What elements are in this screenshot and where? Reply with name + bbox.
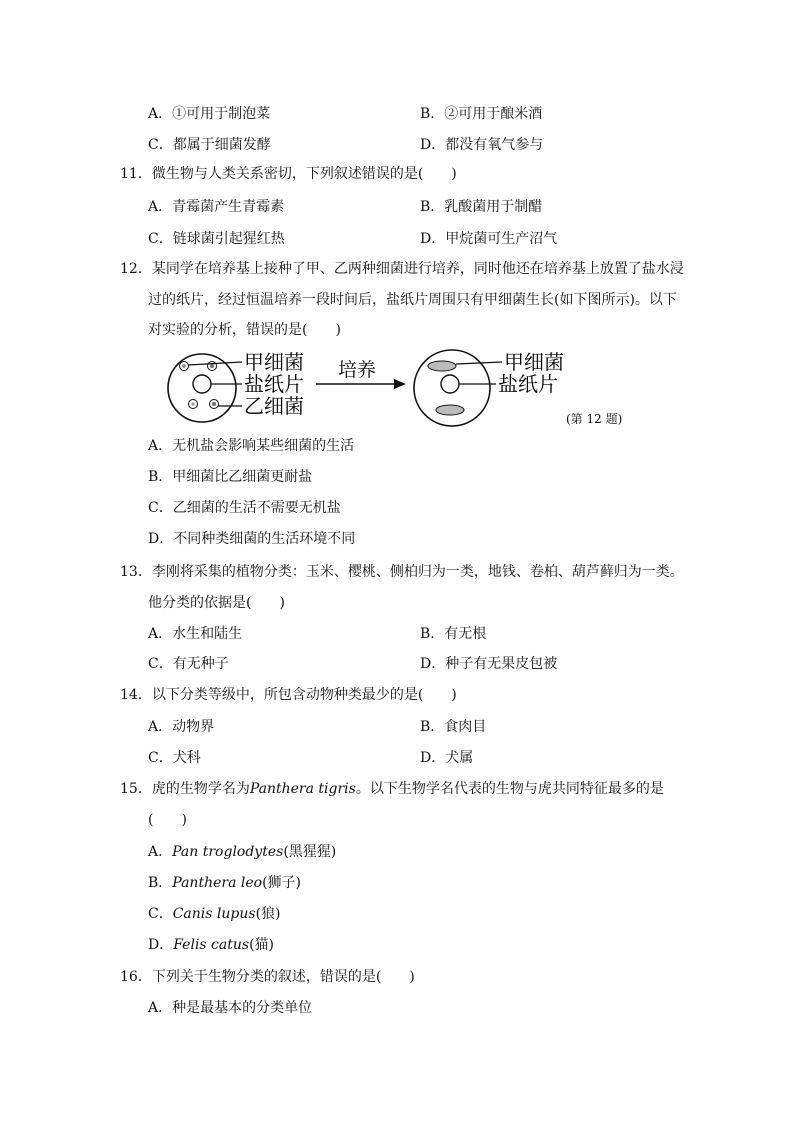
q15-option-c-latin: Canis lupus xyxy=(172,906,256,922)
q15-option-c xyxy=(148,906,281,922)
q12-option-b: B．甲细菌比乙细菌更耐盐 xyxy=(148,469,313,485)
q11-option-b: B．乳酸菌用于制醋 xyxy=(420,199,543,215)
q15-stem-prefix: 15．虎的生物学名为 xyxy=(120,781,250,797)
q13-option-a: A．水生和陆生 xyxy=(148,626,243,642)
q13-option-b: B．有无根 xyxy=(420,626,487,642)
q12-stem-line-2: 过的纸片，经过恒温培养一段时间后，盐纸片周围只有甲细菌生长(如下图所示)。以下 xyxy=(148,292,677,308)
q15-option-a-latin: Pan troglodytes xyxy=(172,844,284,860)
q11-option-a: A．青霉菌产生青霉素 xyxy=(148,199,285,215)
q15-stem-line-1 xyxy=(120,781,664,797)
q10-option-d: D．都没有氧气参与 xyxy=(420,137,544,153)
q15-option-d-latin: Felis catus xyxy=(173,937,250,953)
q14-option-d: D．犬属 xyxy=(420,750,474,766)
q15-option-d xyxy=(148,937,274,953)
q15-option-b-common: (狮子) xyxy=(262,875,301,891)
colony-a-right-2 xyxy=(436,405,464,415)
q13-stem-line-2: 他分类的依据是( ) xyxy=(148,595,285,611)
label-right-paper: 盐纸片 xyxy=(498,372,558,396)
salt-paper-left xyxy=(193,375,211,393)
q14-option-c: C．犬科 xyxy=(148,750,201,766)
q15-option-b-prefix: B． xyxy=(148,875,173,891)
label-right-a: 甲细菌 xyxy=(504,350,564,374)
q12-figure-caption: (第 12 题) xyxy=(566,412,623,426)
dish-before xyxy=(168,350,304,422)
label-left-a: 甲细菌 xyxy=(244,350,304,374)
q15-stem-suffix: 。以下生物学名代表的生物与虎共同特征最多的是 xyxy=(355,781,664,797)
q15-option-c-common: (狼) xyxy=(255,906,281,922)
q11-option-c: C．链球菌引起猩红热 xyxy=(148,231,285,247)
q15-stem-latin: Panthera tigris xyxy=(249,781,356,797)
q13-option-d: D．种子有无果皮包被 xyxy=(420,656,558,672)
q13-option-c: C．有无种子 xyxy=(148,656,229,672)
culture-arrow xyxy=(316,359,406,389)
q16-stem: 16．下列关于生物分类的叙述，错误的是( ) xyxy=(120,969,415,985)
label-left-paper: 盐纸片 xyxy=(244,372,304,396)
salt-paper-right xyxy=(441,375,459,393)
q14-option-b: B．食肉目 xyxy=(420,719,487,735)
arrow-label: 培养 xyxy=(338,359,377,381)
q15-option-a-common: (黑猩猩) xyxy=(283,844,337,860)
q15-option-d-prefix: D． xyxy=(148,937,174,953)
q15-stem-line-2: ( ) xyxy=(148,812,187,828)
q10-option-c: C．都属于细菌发酵 xyxy=(148,137,271,153)
q12-option-c: C．乙细菌的生活不需要无机盐 xyxy=(148,500,341,516)
q10-option-a: A．①可用于制泡菜 xyxy=(148,106,271,122)
q13-stem-line-1: 13．李刚将采集的植物分类：玉米、樱桃、侧柏归为一类，地钱、卷柏、葫芦藓归为一类。 xyxy=(120,564,684,580)
label-left-b: 乙细菌 xyxy=(244,394,304,418)
q16-option-a: A．种是最基本的分类单位 xyxy=(148,1000,313,1016)
q15-option-a xyxy=(148,844,336,860)
q15-option-c-prefix: C． xyxy=(148,906,173,922)
q14-stem: 14．以下分类等级中，所包含动物种类最少的是( ) xyxy=(120,687,457,703)
colony-a-right xyxy=(428,361,456,371)
q10-option-b: B．②可用于酿米酒 xyxy=(420,106,543,122)
q12-stem-line-1: 12．某同学在培养基上接种了甲、乙两种细菌进行培养，同时他还在培养基上放置了盐水浸 xyxy=(120,261,684,277)
dish-after xyxy=(414,350,564,426)
q12-option-a: A．无机盐会影响某些细菌的生活 xyxy=(148,438,355,454)
q12-option-d: D．不同种类细菌的生活环境不同 xyxy=(148,531,356,547)
q15-option-a-prefix: A． xyxy=(148,844,173,860)
q11-stem: 11．微生物与人类关系密切，下列叙述错误的是( ) xyxy=(120,166,457,182)
q14-option-a: A．动物界 xyxy=(148,719,215,735)
q15-option-b-latin: Panthera leo xyxy=(172,875,263,891)
q11-option-d: D．甲烷菌可生产沼气 xyxy=(420,231,558,247)
q15-option-b xyxy=(148,875,301,891)
q12-stem-line-3: 对实验的分析，错误的是( ) xyxy=(148,322,341,338)
q15-option-d-common: (猫) xyxy=(249,937,275,953)
